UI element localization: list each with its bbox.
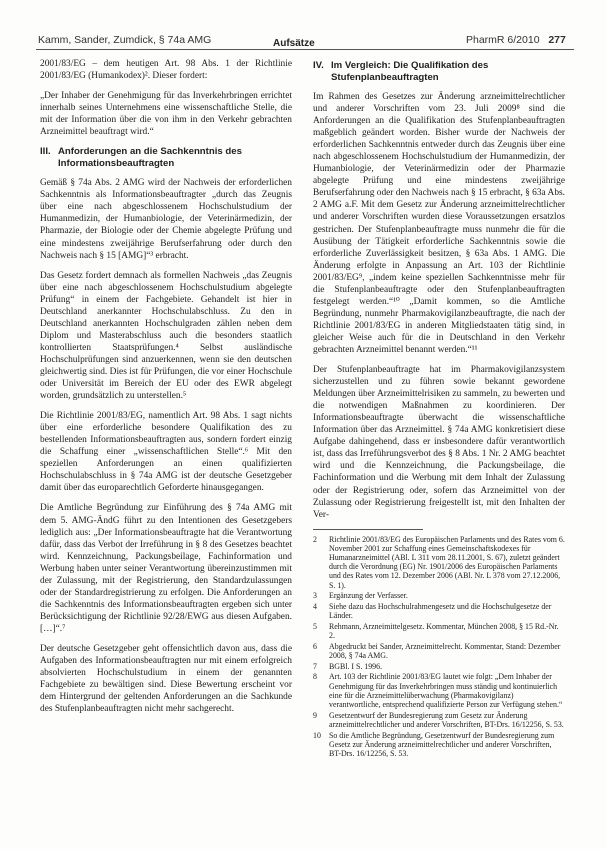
paragraph: Gemäß § 74a Abs. 2 AMG wird der Nachweis der erforderlichen Sachkenntnis als Informationsbeauftragter „durch das Zeugnis über eine nach abgeschlossenem Hochschulstudium der Humanmedizin, der Humanbiologie, der Veterinärmedizin, der Pharmazie, der Biologie oder der Chemie abgelegte Prüfung und eine mindestens zweijährige Berufserfahrung oder durch den Nachweis nach § 15 [AMG]“³ erbracht. <box>40 178 292 261</box>
paragraph: Im Rahmen des Gesetzes zur Änderung arzneimittelrechtlicher und anderer Vorschriften vom 23. Juli 2009⁸ sind die Anforderungen an die Qualifikation des Stufenplanbeauftragten maßgeblich geändert worden. Bisher wurde der Nachweis der erforderlichen Sachkenntnis entweder durch das Zeugnis über eine nach abgeschlossenem Hochschulstudium der Humanmedizin, der Humanbiologie, der Veterinärmedizin oder der Pharmazie abgelegte Prüfung und eine mindestens zweijährige Berufserfahrung oder den Nachweis nach § 15 erbracht, § 63a Abs. 2 AMG a.F. Mit dem Gesetz zur Änderung arzneimittelrechtlicher und anderer Vorschriften wurden diese Voraussetzungen ersatzlos gestrichen. Der Stufenplanbeauftragte muss nunmehr die für die Ausübung der Tätigkeit erforderliche Sachkenntnis sowie die erforderliche Zuverlässigkeit besitzen, § 63a Abs. 1 AMG. Die Änderung erfolgte in Anpassung an Art. 103 der Richtlinie 2001/83/EG⁹, „indem keine speziellen Sachkenntnisse mehr für die Stufenplanbeauftragte oder den Stufenplanbeauftragten festgelegt werden.“¹⁰ „Damit kommen, so die Amtliche Begründung, nunmehr Pharmakovigilanzbeauftragte, die nach der Richtlinie 2001/83/EG in anderen Mitgliedstaaten tätig sind, in gleicher Weise auch für die in Deutschland in den Verkehr gebrachten Arzneimittel benannt werden.“¹¹ <box>313 92 565 355</box>
paragraph: Die Richtlinie 2001/83/EG, namentlich Art. 98 Abs. 1 sagt nichts über eine erforderliche besondere Qualifikation des zu bestellenden Informationsbeauftragten aus, sondern fordert einzig die Schaffung einer „wissenschaftlichen Stelle“.⁶ Mit den speziellen Anforderungen an einen qualifizierten Hochschulabschluss in § 74a AMG ist der deutsche Gesetzgeber damit über das europarechtlich Geforderte hinausgegangen. <box>40 411 292 494</box>
section-title: Im Vergleich: Die Qualifikation des Stufenplanbeauftragten <box>331 60 489 83</box>
section-heading <box>313 60 565 84</box>
paragraph: Die Amtliche Begründung zur Einführung des § 74a AMG mit dem 5. AMG-ÄndG führt zu den Intentionen des Gesetzgebers lediglich aus: „Der Informationsbeauftragte hat die Verantwortung dafür, dass das Verbot der Irreführung in § 8 des Gesetzes beachtet wird. Kennzeichnung, Packungsbeilage, Fachinformation und Werbung haben unter seiner Verantwortung übereinzustimmen mit der Zulassung, mit der Registrierung, den Standardzulassungen oder der Standardregistrierung zu erfolgen. Die Anforderungen an die Sachkenntnis des Informationsbeauftragten ergeben sich unter Berücksichtigung der Richtlinie 92/28/EWG aus diesen Aufgaben. […]“.⁷ <box>40 503 292 634</box>
footnote-number: 4 <box>313 602 317 612</box>
footnote-rule <box>313 529 423 530</box>
footnotes <box>313 535 565 760</box>
paragraph: Der Stufenplanbeauftragte hat im Pharmakovigilanzsystem sicherzustellen und zu führen sowie bekannt gewordene Meldungen über Arzneimittelrisiken zu sammeln, zu bewerten und die notwendigen Maßnahmen zu koordinieren. Der Informationsbeauftragte überwacht die wissenschaftliche Information über das Arzneimittel. § 74a AMG konkretisiert diese Aufgabe dahingehend, dass er insbesondere dafür verantwortlich ist, dass das Irreführungsverbot des § 8 Abs. 1 Nr. 2 AMG beachtet wird und die Kennzeichnung, die Packungsbeilage, die Fachinformation und die Werbung mit dem Inhalt der Zulassung oder der Registrierung oder, sofern das Arzneimittel von der Zulassung oder Registrierung freigestellt ist, mit den Inhalten der Ver- <box>313 365 565 520</box>
footnote <box>313 535 565 590</box>
footnote-text: Gesetzentwurf der Bundesregierung zum Gesetz zur Änderung arzneimittelrechtlicher und anderer Vorschriften, BT-Drs. 16/12256, S. 53. <box>329 710 564 729</box>
footnote <box>313 622 565 640</box>
footnote-number: 6 <box>313 641 317 651</box>
header-rule <box>36 49 574 50</box>
footnote-number: 7 <box>313 661 317 671</box>
footnote-number: 2 <box>313 534 317 544</box>
footnote-text: Ergänzung der Verfasser. <box>329 591 408 601</box>
page-number: 277 <box>548 34 566 46</box>
running-header-section: Aufsätze <box>273 38 315 49</box>
footnote <box>313 662 565 671</box>
footnote <box>313 591 565 600</box>
footnote-text: Art. 103 der Richtlinie 2001/83/EG lautet wie folgt: „Dem Inhaber der Genehmigung für das Inverkehrbringen muss ständig und kontinuierlich eine für die Arzneimittelüberwachung (Pharmakovigilanz) verantwortliche, entsprechend qualifizierte Person zur Verfügung stehen.“ <box>329 672 563 710</box>
running-header-authors: Kamm, Sander, Zumdick, § 74a AMG <box>38 34 212 46</box>
section-title: Anforderungen an die Sachkenntnis des Informationsbeauftragten <box>58 146 242 170</box>
footnote-number: 8 <box>313 672 317 682</box>
footnote-number: 10 <box>313 730 321 740</box>
paragraph: 2001/83/EG – dem heutigen Art. 98 Abs. 1 der Richtlinie 2001/83/EG (Humankodex)². Dieser fordert: <box>40 59 292 82</box>
left-column <box>40 58 292 723</box>
journal-issue: PharmR 6/2010 <box>466 34 540 46</box>
footnote-number: 3 <box>313 591 317 601</box>
paragraph: Der deutsche Gesetzgeber geht offensichtlich davon aus, dass die Aufgaben des Informationsbeauftragten nur mit einem erfolgreich absolvierten Hochschulstudium in einem der genannten Fachgebiete zu bewältigen sind. Diese Bewertung erscheint vor dem Hintergrund der geltenden Anforderungen an die Sachkunde des Stufenplanbeauftragten nicht mehr sachgerecht. <box>40 643 292 715</box>
footnote <box>313 731 565 759</box>
footnote-number: 5 <box>313 621 317 631</box>
footnote-text: Rehmann, Arzneimittelgesetz. Kommentar, München 2008, § 15 Rd.-Nr. 2. <box>329 621 559 641</box>
section-number: III. <box>40 146 51 158</box>
footnote <box>313 672 565 709</box>
footnote-text: So die Amtliche Begründung, Gesetzentwurf der Bundesregierung zum Gesetz zur Änderung arzneimittelrechtlicher und anderer Vorschriften, BT-Drs. 16/12256, S. 53. <box>329 730 555 759</box>
section-heading <box>40 146 292 170</box>
footnote-text: BGBl. I S. 1996. <box>329 661 383 671</box>
paragraph: Das Gesetz fordert demnach als formellen Nachweis „das Zeugnis über eine nach abgeschlossenem Hochschulstudium abgelegte Prüfung“ in einem der Fachgebiete. Gehandelt ist hier in Deutschland anerkannter Hochschulabschluss. Zu den in Deutschland anerkannten Hochschulgraden zählen neben dem Diplom und Masterabschluss auch die besonders staatlich kontrollierten Staatsprüfungen.⁴ Selbst ausländische Hochschulprüfungen sind anzuerkennen, wenn sie den deutschen gleichwertig sind. Dies ist für Prüfungen, die vor einer Hochschule oder Universität im Bereich der EU oder des EWR abgelegt worden, grundsätzlich zu unterstellen.⁵ <box>40 270 292 402</box>
footnote <box>313 602 565 620</box>
footnote-text: Abgedruckt bei Sander, Arzneimittelrecht. Kommentar, Stand: Dezember 2008, § 74a AMG. <box>329 641 561 661</box>
quote-paragraph: „Der Inhaber der Genehmigung für das Inverkehrbringen errichtet innerhalb seines Unternehmens eine wissenschaftliche Stelle, die mit der Information über die von ihm in den Verkehr gebrachten Arzneimittel beauftragt wird.“ <box>40 91 292 138</box>
running-header-journal <box>466 34 566 46</box>
footnote-number: 9 <box>313 710 317 720</box>
section-number: IV. <box>313 60 324 71</box>
footnote <box>313 642 565 660</box>
footnote-text: Richtlinie 2001/83/EG des Europäischen Parlaments und des Rates vom 6. November 2001 zur Schaffung eines Gemeinschaftskodexes für Humanarzneimittel (ABl. L 311 vom 28.11.2001, S. 67), zuletzt geändert durch die Verordnung (EG) Nr. 1901/2006 des Europäischen Parlaments und des Rates vom 12. Dezember 2006 (ABl. Nr. L 378 vom 27.12.2006, S. 1). <box>329 534 565 590</box>
footnote <box>313 711 565 729</box>
footnote-text: Siehe dazu das Hochschulrahmengesetz und die Hochschulgesetze der Länder. <box>329 602 552 621</box>
right-column <box>313 58 565 761</box>
